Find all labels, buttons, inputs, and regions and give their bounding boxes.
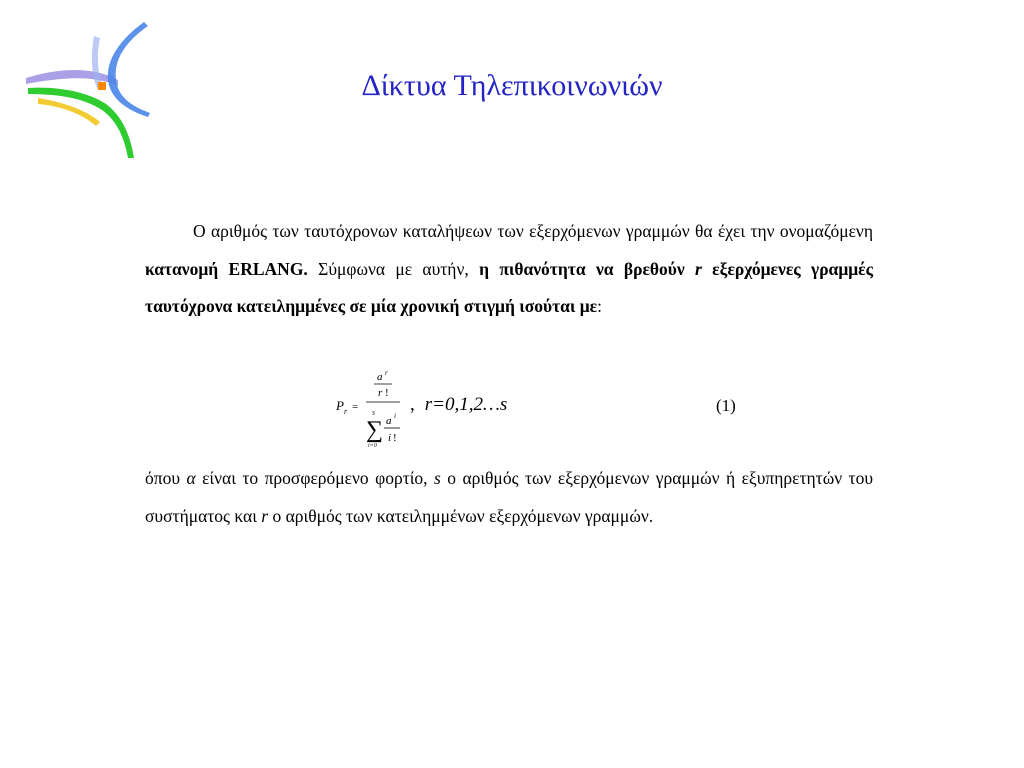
eq-sum-upper: S	[372, 411, 375, 417]
p2-var-alpha: α	[186, 468, 196, 488]
p2-var-r: r	[261, 505, 269, 526]
p1-bold-probability: η πιθανότητα να βρεθούν	[479, 258, 696, 279]
eq-sum-a: a	[386, 415, 392, 427]
paragraph-definitions	[145, 460, 873, 535]
eq-sum-fact: !	[393, 432, 397, 444]
eq-num-a: a	[377, 371, 383, 383]
p2-var-s: s	[434, 468, 441, 488]
eq-sum-sign: ∑	[366, 417, 384, 443]
paragraph-erlang-intro	[145, 213, 873, 326]
eq-lhs-sub: r	[344, 407, 348, 416]
eq-range-text: r=0,1,2…s	[424, 394, 508, 415]
p1-text-2: Σύμφωνα με αυτήν,	[307, 258, 480, 279]
eq-num-exp: r	[385, 369, 388, 377]
p2-text-2: είναι το προσφερόμενο φορτίο,	[195, 468, 434, 488]
slide-title: Δίκτυα Τηλεπικοινωνιών	[361, 69, 663, 102]
p1-text-1: Ο αριθμός των ταυτόχρονων καταλήψεων των εξερχόμενων γραμμών θα έχει την ονομαζόμενη	[193, 221, 873, 241]
eq-sum-lower: i=0	[368, 443, 377, 449]
p1-colon: :	[597, 296, 602, 316]
p1-bold-lines: εξερχόμενες γραμμές ταυτόχρονα κατειλημμένες σε μία χρονική στιγμή ισούται με	[145, 258, 874, 316]
p1-bold-italic-r: r	[695, 258, 702, 279]
eq-comma: ,	[410, 394, 415, 415]
p2-text-3: ο αριθμός των εξερχόμενων γραμμών ή εξυπηρετητών του συστήματος και	[145, 468, 874, 526]
eq-sum-exp: i	[394, 412, 396, 420]
equation-number: (1)	[716, 396, 736, 415]
eq-equals: =	[352, 401, 359, 413]
eq-lhs-p: P	[336, 398, 344, 413]
p2-text-1: όπου	[145, 468, 187, 488]
equation-range	[410, 392, 507, 418]
p1-bold-erlang: κατανομή ERLANG.	[145, 258, 308, 279]
eq-den-fact: !	[385, 387, 389, 399]
p2-text-4: ο αριθμός των κατειλημμένων εξερχόμενων γραμμών.	[268, 505, 654, 526]
eq-den-r: r	[378, 387, 383, 399]
eq-sum-i: i	[388, 432, 392, 444]
